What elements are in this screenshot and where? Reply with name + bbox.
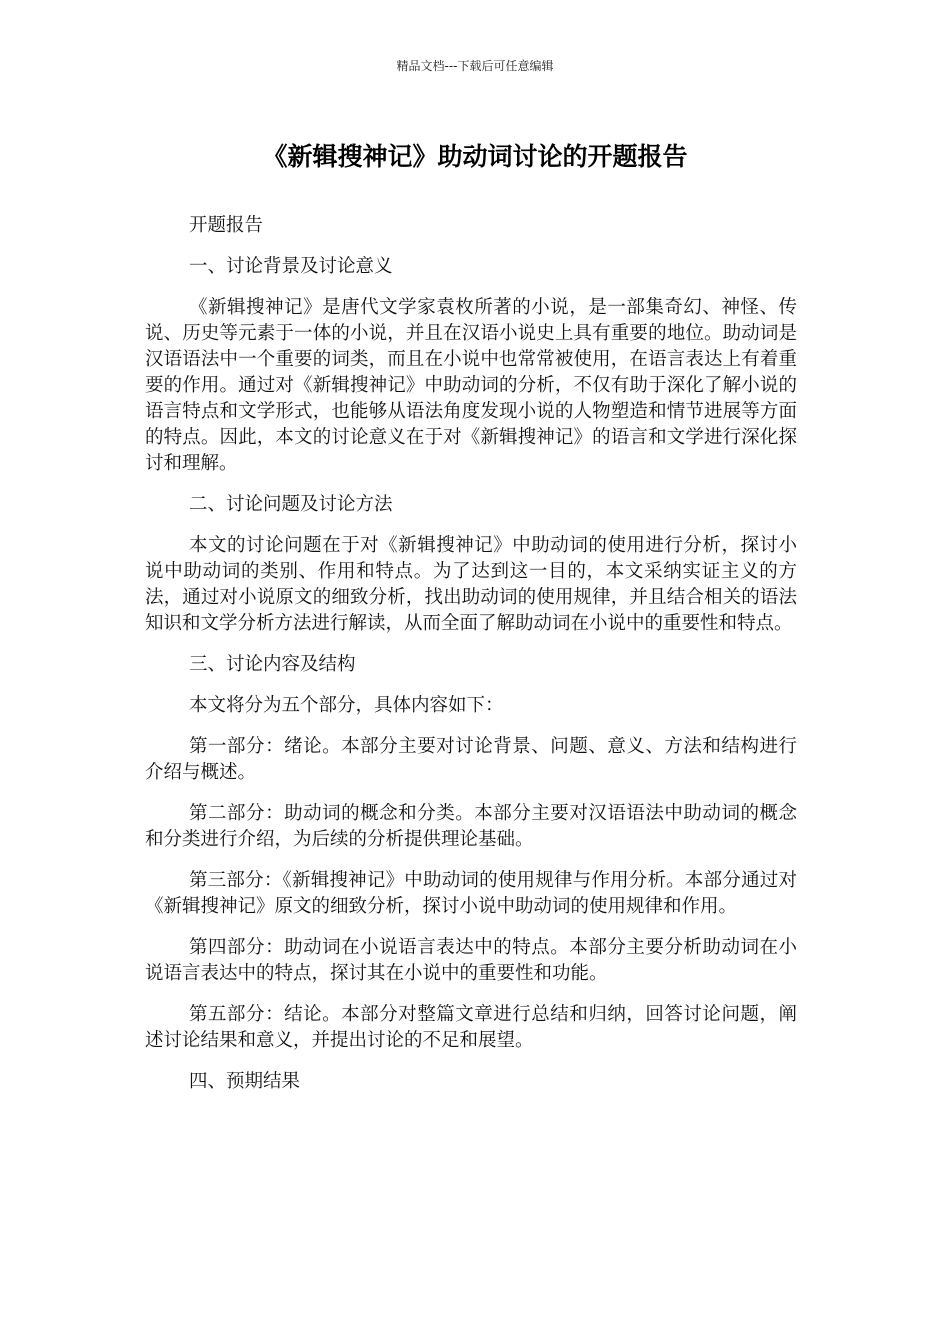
paragraph-part-three: 第三部分：《新辑搜神记》中助动词的使用规律与作用分析。本部分通过对《新辑搜神记》原文的细致分析，探讨小说中助动词的使用规律和作用。 xyxy=(145,870,797,917)
paragraph-part-five: 第五部分：结论。本部分对整篇文章进行总结和归纳，回答讨论问题，阐述讨论结果和意义，并提出讨论的不足和展望。 xyxy=(145,1004,797,1051)
document-body xyxy=(145,213,797,1110)
section-heading-structure: 三、讨论内容及结构 xyxy=(189,654,356,675)
paragraph-part-two: 第二部分：助动词的概念和分类。本部分主要对汉语语法中助动词的概念和分类进行介绍，为后续的分析提供理论基础。 xyxy=(145,803,797,850)
paragraph-part-one: 第一部分：绪论。本部分主要对讨论背景、问题、意义、方法和结构进行介绍与概述。 xyxy=(145,736,797,783)
document-title: 《新辑搜神记》助动词讨论的开题报告 xyxy=(262,142,688,171)
section-heading-expected-results: 四、预期结果 xyxy=(189,1071,301,1092)
report-label: 开题报告 xyxy=(189,215,264,236)
paragraph-methods: 本文的讨论问题在于对《新辑搜神记》中助动词的使用进行分析，探讨小说中助动词的类别、作用和特点。为了达到这一目的，本文采纳实证主义的方法，通过对小说原文的细致分析，找出助动词的使用规律，并且结合相关的语法知识和文学分析方法进行解读，从而全面了解助动词在小说中的重要性和特点。 xyxy=(145,535,797,634)
paragraph-background: 《新辑搜神记》是唐代文学家袁枚所著的小说，是一部集奇幻、神怪、传说、历史等元素于一体的小说，并且在汉语小说史上具有重要的地位。助动词是汉语语法中一个重要的词类，而且在小说中也常常被使用，在语言表达上有着重要的作用。通过对《新辑搜神记》中助动词的分析，不仅有助于深化了解小说的语言特点和文学形式，也能够从语法角度发现小说的人物塑造和情节进展等方面的特点。因此，本文的讨论意义在于对《新辑搜神记》的语言和文学进行深化探讨和理解。 xyxy=(145,297,797,474)
paragraph-part-four: 第四部分：助动词在小说语言表达中的特点。本部分主要分析助动词在小说语言表达中的特点，探讨其在小说中的重要性和功能。 xyxy=(145,937,797,984)
paragraph-structure-intro: 本文将分为五个部分，具体内容如下： xyxy=(189,695,504,716)
section-heading-background: 一、讨论背景及讨论意义 xyxy=(189,256,393,277)
header-note: 精品文档---下载后可任意编辑 xyxy=(396,59,554,73)
section-heading-methods: 二、讨论问题及讨论方法 xyxy=(189,494,393,515)
